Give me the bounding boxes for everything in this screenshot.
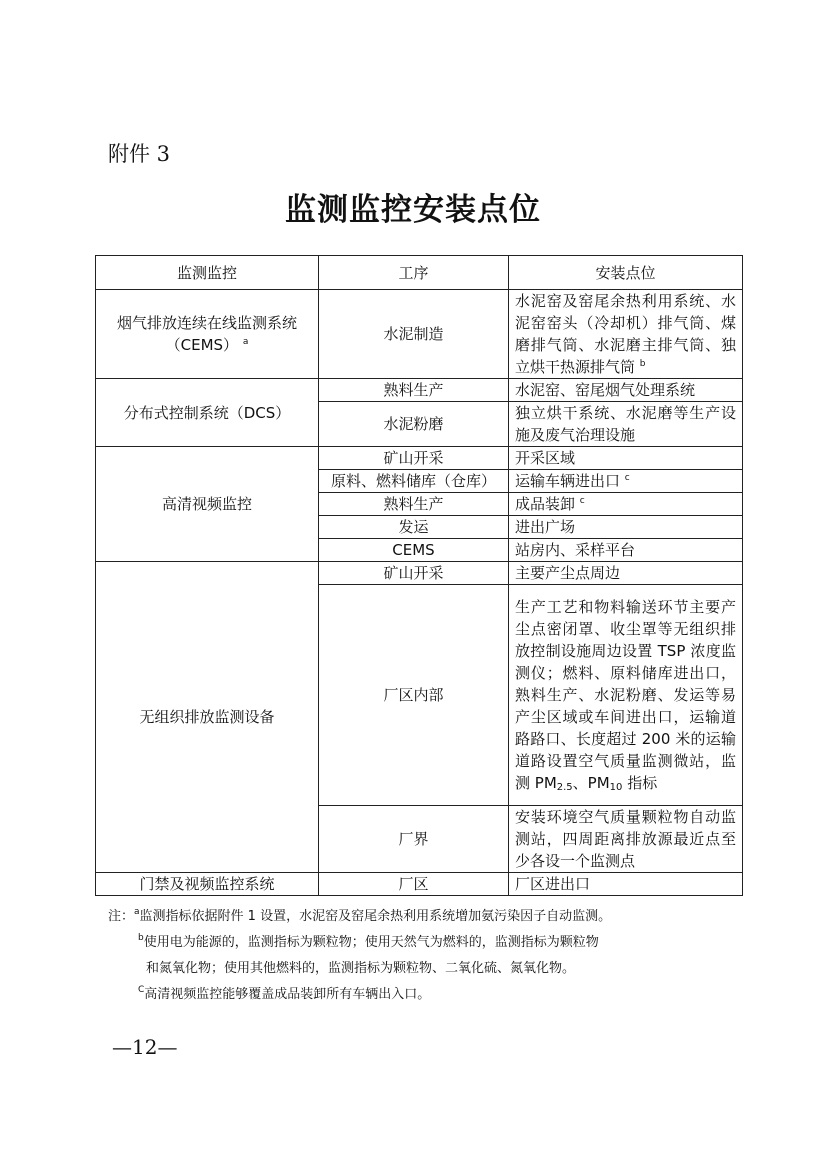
table-header-row <box>96 256 743 290</box>
process-cell: 矿山开采 <box>319 447 509 470</box>
monitoring-table <box>95 255 743 896</box>
process-cell: 厂界 <box>319 806 509 873</box>
location-cell: 生产工艺和物料输送环节主要产尘点密闭罩、收尘罩等无组织排放控制设施周边设置 TSP 浓度监测仪；燃料、原料储库进出口，熟料生产、水泥粉磨、发运等易产尘区域或车间进出口，运输道路路口、长度超过 200 米的运输道路设置空气质量监测微站，监测 $PM_{2.5}$、$PM_{10}$ 指标 <box>509 585 743 806</box>
category-cell-cems <box>96 290 319 379</box>
location-cell: 进出广场 <box>509 516 743 539</box>
location-cell: 站房内、采样平台 <box>509 539 743 562</box>
location-cell: 开采区域 <box>509 447 743 470</box>
category-cell-dcs: 分布式控制系统（DCS） <box>96 379 319 447</box>
footnote-c: $^C$高清视频监控能够覆盖成品装卸所有车辆出入口。 <box>138 985 431 1002</box>
header-process: 工序 <box>319 256 509 290</box>
location-cell: 水泥窑、窑尾烟气处理系统 <box>509 379 743 402</box>
table-row <box>96 290 743 379</box>
footnotes <box>108 904 748 1008</box>
process-cell: 矿山开采 <box>319 562 509 585</box>
process-cell: 厂区 <box>319 873 509 896</box>
table-row <box>96 447 743 470</box>
footnote-a: 注：$^a$监测指标依据附件 1 设置，水泥窑及窑尾余热利用系统增加氨污染因子自动监测。 <box>108 907 612 924</box>
footnote-b-line2: 和氮氧化物；使用其他燃料的，监测指标为颗粒物、二氧化硫、氮氧化物。 <box>146 961 576 976</box>
table-row <box>96 873 743 896</box>
category-cell-gate: 门禁及视频监控系统 <box>96 873 319 896</box>
location-cell: 厂区进出口 <box>509 873 743 896</box>
process-cell: 水泥制造 <box>319 290 509 379</box>
header-location: 安装点位 <box>509 256 743 290</box>
page-title: 监测监控安装点位 <box>285 192 541 228</box>
location-cell: 水泥窑及窑尾余热利用系统、水泥窑窑头（冷却机）排气筒、煤磨排气筒、水泥磨主排气筒、独立烘干热源排气筒 $^b$ <box>509 290 743 379</box>
process-cell: 发运 <box>319 516 509 539</box>
footnote-b-line1: $^b$使用电为能源的，监测指标为颗粒物；使用天然气为燃料的，监测指标为颗粒物 <box>138 933 599 950</box>
location-cell: 独立烘干系统、水泥磨等生产设施及废气治理设施 <box>509 402 743 447</box>
category-cell-fugitive: 无组织排放监测设备 <box>96 562 319 873</box>
table-row <box>96 379 743 402</box>
table-row <box>96 562 743 585</box>
process-cell: 原料、燃料储库（仓库） <box>319 470 509 493</box>
process-cell: 厂区内部 <box>319 585 509 806</box>
location-cell: 成品装卸 $^c$ <box>509 493 743 516</box>
process-cell: 熟料生产 <box>319 379 509 402</box>
attachment-label: 附件 3 <box>108 142 171 166</box>
header-monitoring: 监测监控 <box>96 256 319 290</box>
location-cell: 运输车辆进出口 $^c$ <box>509 470 743 493</box>
process-cell: 熟料生产 <box>319 493 509 516</box>
process-cell: CEMS <box>319 539 509 562</box>
location-cell: 主要产尘点周边 <box>509 562 743 585</box>
category-cell-hd-video: 高清视频监控 <box>96 447 319 562</box>
location-cell: 安装环境空气质量颗粒物自动监测站，四周距离排放源最近点至少各设一个监测点 <box>509 806 743 873</box>
page-number: —12— <box>112 1035 178 1059</box>
cems-category-line1: 烟气排放连续在线监测系统 <box>116 314 297 332</box>
process-cell: 水泥粉磨 <box>319 402 509 447</box>
cems-category-line2: （CEMS） $^a$ <box>165 336 249 354</box>
